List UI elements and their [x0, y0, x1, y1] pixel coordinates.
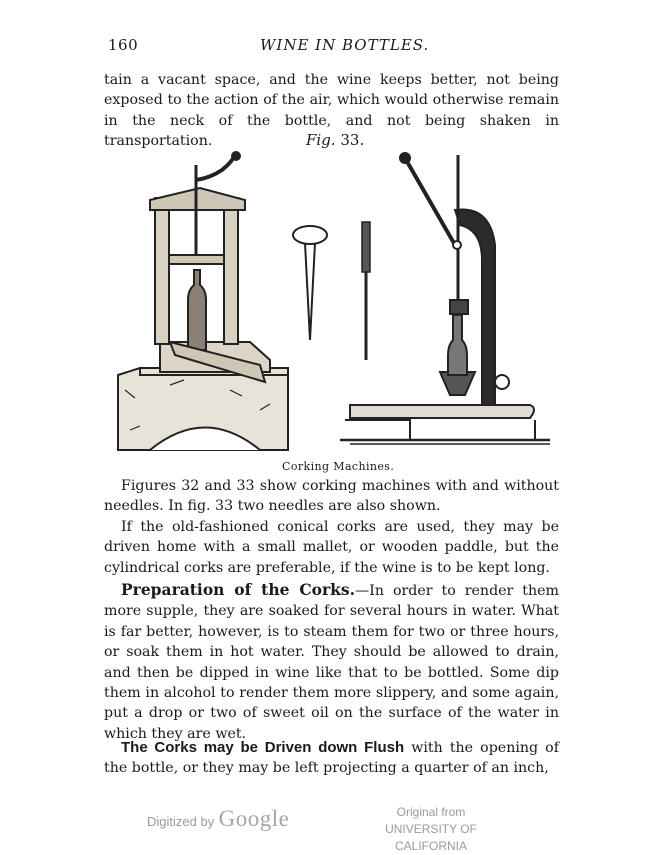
institution-text: UNIVERSITY OF CALIFORNIA — [385, 822, 477, 853]
section-heading-driven-flush: The Corks may be Driven down Flush — [121, 739, 405, 756]
figure-caption: Corking Machines. — [282, 460, 395, 473]
figure-number: 33. — [340, 131, 365, 149]
digitized-by-watermark — [147, 806, 289, 832]
intro-paragraph: tain a vacant space, and the wine keeps better, not being exposed to the action of the air, which would otherwise remain in the neck of the bottle, and not being shaken in transportation. — [104, 72, 559, 150]
digitized-by-text: Digitized by — [147, 814, 215, 829]
paragraph-preparation — [104, 580, 559, 744]
original-from-watermark — [356, 804, 506, 855]
straight-needle-icon — [362, 222, 370, 360]
google-logo: Google — [218, 806, 290, 831]
paragraph-driven-flush-text: with the opening of the bottle, or they may be left projecting a quarter of an inch, — [104, 740, 559, 777]
page-number: 160 — [108, 36, 139, 54]
paragraph-conical-corks: If the old-fashioned conical corks are used, they may be driven home with a small mallet, or wooden paddle, but the cylindrical corks are preferable, if the wine is to be kept long. — [104, 519, 559, 576]
wooden-press-machine — [118, 152, 288, 450]
original-from-text: Original from — [396, 805, 466, 819]
figure-label — [306, 131, 364, 149]
ring-needle-icon — [293, 226, 327, 340]
paragraph-driven-flush — [104, 738, 559, 779]
running-title: WINE IN BOTTLES. — [260, 36, 430, 54]
section-heading-preparation: Preparation of the Corks. — [121, 580, 356, 599]
figure-prefix: Fig. — [306, 131, 336, 149]
paragraph-figures: Figures 32 and 33 show corking machines with and without needles. In fig. 33 two needles are also shown. — [104, 478, 559, 515]
iron-lever-machine — [340, 153, 550, 444]
corking-machines-illustration — [110, 150, 555, 455]
page-header — [108, 36, 558, 56]
paragraph-preparation-text: —In order to render them more supple, they are soaked for several hours in water. What is far better, however, is to steam them for two or three hours, or soak them in hot water. They should be allowed to drain, and then be dipped in wine like that to be bottled. Some dip them in alcohol to render them more slippery, and some again, put a drop or two of sweet oil on the surface of the water in which they are wet. — [104, 583, 559, 742]
